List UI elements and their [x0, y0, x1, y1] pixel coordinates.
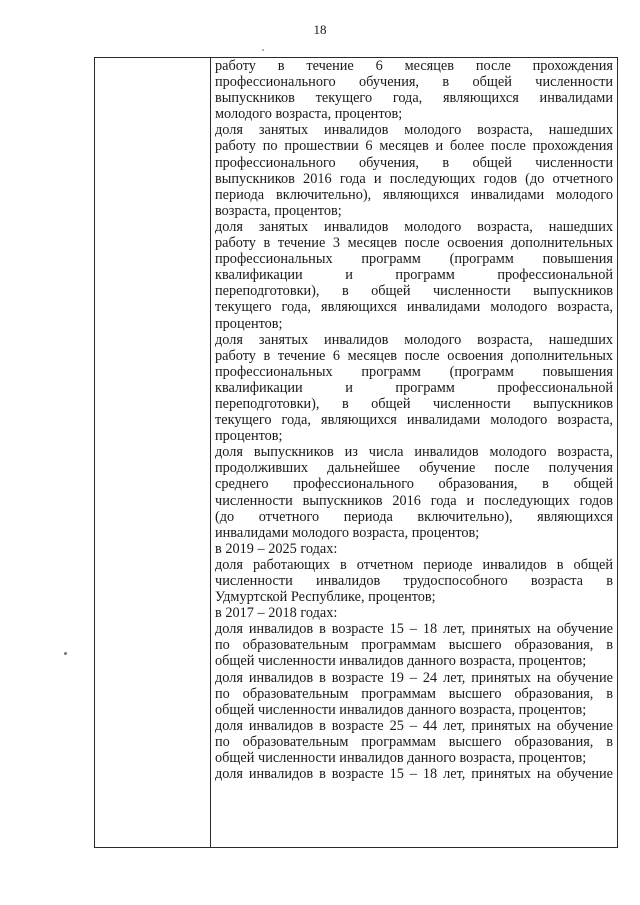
text-line: по образовательным программам высшего образования, в [215, 637, 613, 654]
text-line: доля выпускников из числа инвалидов молодого возраста, [215, 444, 613, 461]
page-number: 18 [313, 22, 327, 37]
indicator-paragraph [215, 718, 613, 766]
text-line: доля инвалидов в возрасте 19 – 24 лет, принятых на обучение [215, 669, 613, 686]
text-line: в 2017 – 2018 годах: [215, 605, 338, 622]
text-line: текущего года, являющихся инвалидами молодого возраста, [215, 412, 613, 429]
scan-speck [262, 49, 264, 51]
text-line: процентов; [215, 315, 283, 332]
table-right-column [215, 58, 613, 782]
indicator-paragraph [215, 444, 613, 541]
text-line: Удмуртской Республике, процентов; [215, 589, 436, 606]
text-line: численности инвалидов трудоспособного возраста в [215, 573, 613, 589]
text-line: в 2019 – 2025 годах: [215, 540, 338, 557]
indicator-paragraph [215, 332, 613, 445]
indicator-paragraph [215, 766, 613, 782]
text-line: доля занятых инвалидов молодого возраста, нашедших [215, 218, 613, 235]
indicator-paragraph [215, 122, 613, 219]
text-line: по образовательным программам высшего образования, в [215, 685, 613, 702]
text-line: доля инвалидов в возрасте 15 – 18 лет, принятых на обучение [215, 621, 613, 638]
text-line: профессиональных программ (программ повышения [215, 251, 613, 268]
text-line: доля занятых инвалидов молодого возраста, нашедших [215, 331, 613, 348]
text-line: молодого возраста, процентов; [215, 106, 403, 123]
text-line: доля инвалидов в возрасте 15 – 18 лет, принятых на обучение [215, 766, 613, 783]
indicator-paragraph [215, 219, 613, 332]
text-line: переподготовки), в общей численности выпускников [215, 395, 613, 412]
text-line: доля занятых инвалидов молодого возраста, нашедших [215, 122, 613, 139]
text-line: (до отчетного периода включительно), являющихся [215, 508, 613, 525]
indicator-paragraph [215, 541, 613, 557]
text-line: общей численности инвалидов данного возраста, процентов; [215, 750, 587, 767]
text-line: общей численности инвалидов данного возраста, процентов; [215, 653, 587, 670]
indicator-paragraph [215, 621, 613, 669]
text-line: работу в течение 3 месяцев после освоения дополнительных [215, 235, 613, 252]
text-line: профессионального обучения, в общей численности [215, 154, 613, 171]
text-line: численности выпускников 2016 года и последующих годов [215, 492, 613, 509]
text-line: продолживших дальнейшее обучение после получения [215, 460, 613, 477]
text-line: квалификации и программ профессиональной [215, 267, 613, 284]
text-line: периода включительно), являющихся инвалидами молодого [215, 186, 613, 203]
text-line: квалификации и программ профессиональной [215, 379, 613, 396]
text-line: процентов; [215, 428, 283, 445]
text-line: выпускников текущего года, являющихся инвалидами [215, 90, 613, 107]
text-line: по образовательным программам высшего образования, в [215, 733, 613, 750]
text-line: общей численности инвалидов данного возраста, процентов; [215, 701, 587, 718]
indicator-paragraph [215, 557, 613, 605]
text-line: инвалидами молодого возраста, процентов; [215, 524, 480, 541]
table-left-column [95, 58, 211, 847]
text-line: профессиональных программ (программ повышения [215, 363, 613, 380]
indicator-paragraph [215, 605, 613, 621]
text-line: доля работающих в отчетном периоде инвалидов в общей [215, 556, 613, 573]
text-line: текущего года, являющихся инвалидами молодого возраста, [215, 299, 613, 316]
text-line: переподготовки), в общей численности выпускников [215, 283, 613, 300]
indicator-paragraph [215, 58, 613, 122]
text-line: работу в течение 6 месяцев после прохождения [215, 58, 613, 74]
document-table [94, 57, 618, 848]
text-line: возраста, процентов; [215, 202, 342, 219]
indicator-paragraph [215, 670, 613, 718]
scan-speck [64, 652, 67, 655]
text-line: профессионального обучения, в общей численности [215, 74, 613, 91]
text-line: работу в течение 6 месяцев после освоения дополнительных [215, 347, 613, 364]
text-line: среднего профессионального образования, в общей [215, 476, 613, 493]
text-line: выпускников 2016 года и последующих годов (до отчетного [215, 170, 613, 187]
text-line: работу по прошествии 6 месяцев и более после прохождения [215, 138, 613, 155]
text-line: доля инвалидов в возрасте 25 – 44 лет, принятых на обучение [215, 717, 613, 734]
